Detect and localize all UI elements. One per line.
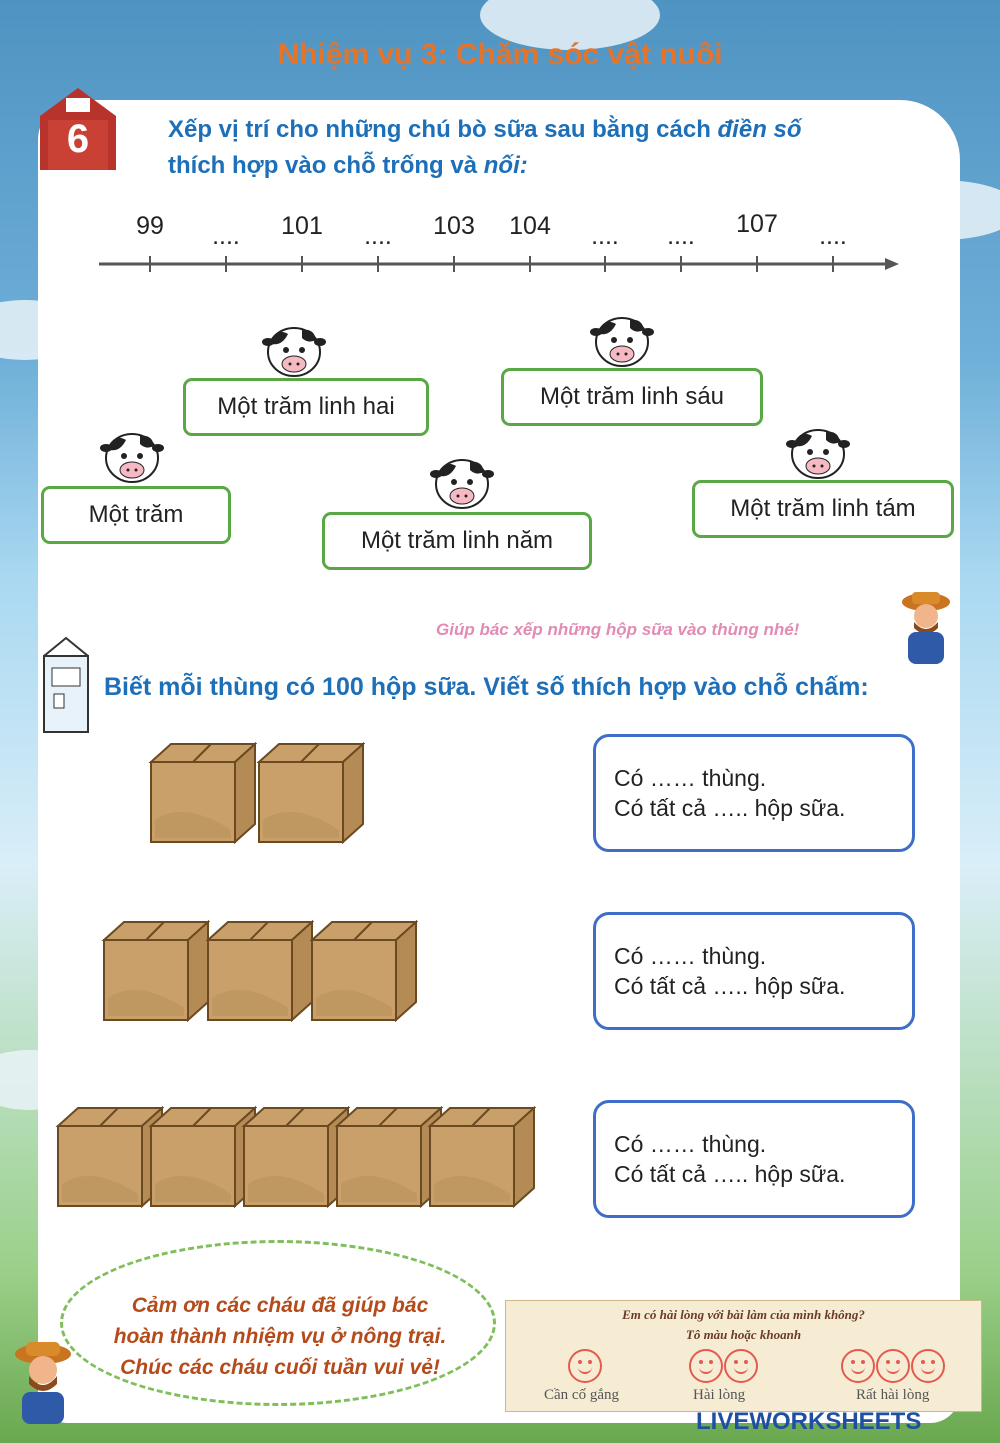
number-blank[interactable]: .... [591, 222, 619, 250]
number-line [95, 250, 905, 280]
self-rating-panel [505, 1300, 982, 1412]
number-label: 107 [736, 210, 778, 238]
number-label: 103 [433, 212, 475, 240]
number-blank[interactable]: .... [212, 222, 240, 250]
crate-count-line[interactable]: Có …… thùng. [614, 943, 767, 969]
cow-icon[interactable] [100, 428, 164, 486]
milk-total-line[interactable]: Có tất cả ….. hộp sữa. [614, 973, 846, 999]
farmer-icon [10, 1340, 76, 1424]
page-title: Nhiệm vụ 3: Chăm sóc vật nuôi [277, 38, 723, 71]
milk-total-line[interactable]: Có tất cả ….. hộp sữa. [614, 1161, 846, 1187]
crate-count-line[interactable]: Có …… thùng. [614, 765, 767, 791]
rating-label: Cần cố gắng [544, 1387, 619, 1403]
cow-number-card[interactable]: Một trăm linh sáu [501, 368, 763, 426]
crate-icon [306, 918, 418, 1027]
crate-icon [424, 1104, 536, 1213]
number-blank[interactable]: .... [364, 222, 392, 250]
rating-label: Hài lòng [693, 1387, 746, 1403]
cow-number-card[interactable]: Một trăm linh hai [183, 378, 429, 436]
cow-number-card[interactable]: Một trăm [41, 486, 231, 544]
thanks-message: Cảm ơn các cháu đã giúp bác hoàn thành nhiệm vụ ở nông trại. Chúc các cháu cuối tuần vui vẻ! [113, 1294, 447, 1379]
footer-logo: LIVEWORKSHEETS [696, 1408, 922, 1435]
cow-number-card[interactable]: Một trăm linh năm [322, 512, 592, 570]
answer-box[interactable] [593, 1100, 915, 1218]
helper-text: Giúp bác xếp những hộp sữa vào thùng nhé! [436, 620, 800, 639]
answer-box[interactable] [593, 912, 915, 1030]
smiley-icon[interactable] [689, 1349, 723, 1383]
smiley-icon[interactable] [876, 1349, 910, 1383]
crate-icon [145, 740, 257, 849]
cow-icon[interactable] [430, 454, 494, 512]
smiley-icon[interactable] [568, 1349, 602, 1383]
cow-icon[interactable] [786, 424, 850, 482]
crate-icon [253, 740, 365, 849]
smiley-icon[interactable] [841, 1349, 875, 1383]
milk-carton-icon [38, 632, 94, 736]
rating-label: Rất hài lòng [856, 1387, 930, 1403]
instruction-2: Biết mỗi thùng có 100 hộp sữa. Viết số thích hợp vào chỗ chấm: [104, 673, 869, 701]
milk-total-line[interactable]: Có tất cả ….. hộp sữa. [614, 795, 846, 821]
number-blank[interactable]: .... [819, 222, 847, 250]
answer-box[interactable] [593, 734, 915, 852]
rating-question: Em có hài lòng với bài làm của mình không? [622, 1307, 865, 1322]
cow-icon[interactable] [262, 322, 326, 380]
smiley-icon[interactable] [724, 1349, 758, 1383]
cow-icon[interactable] [590, 312, 654, 370]
farmer-icon [898, 588, 954, 664]
crate-count-line[interactable]: Có …… thùng. [614, 1131, 767, 1157]
crate-icon [202, 918, 314, 1027]
smiley-icon[interactable] [911, 1349, 945, 1383]
barn-icon [38, 86, 118, 170]
task-number: 6 [66, 117, 90, 161]
number-label: 101 [281, 212, 323, 240]
instruction-text: Xếp vị trí cho những chú bò sữa sau bằng cách điền số thích hợp vào chỗ trống và nối: [168, 116, 802, 179]
crate-icon [98, 918, 210, 1027]
rating-instruction: Tô màu hoặc khoanh [685, 1327, 802, 1342]
number-label: 99 [136, 212, 164, 240]
number-label: 104 [509, 212, 551, 240]
number-blank[interactable]: .... [667, 222, 695, 250]
cow-number-card[interactable]: Một trăm linh tám [692, 480, 954, 538]
